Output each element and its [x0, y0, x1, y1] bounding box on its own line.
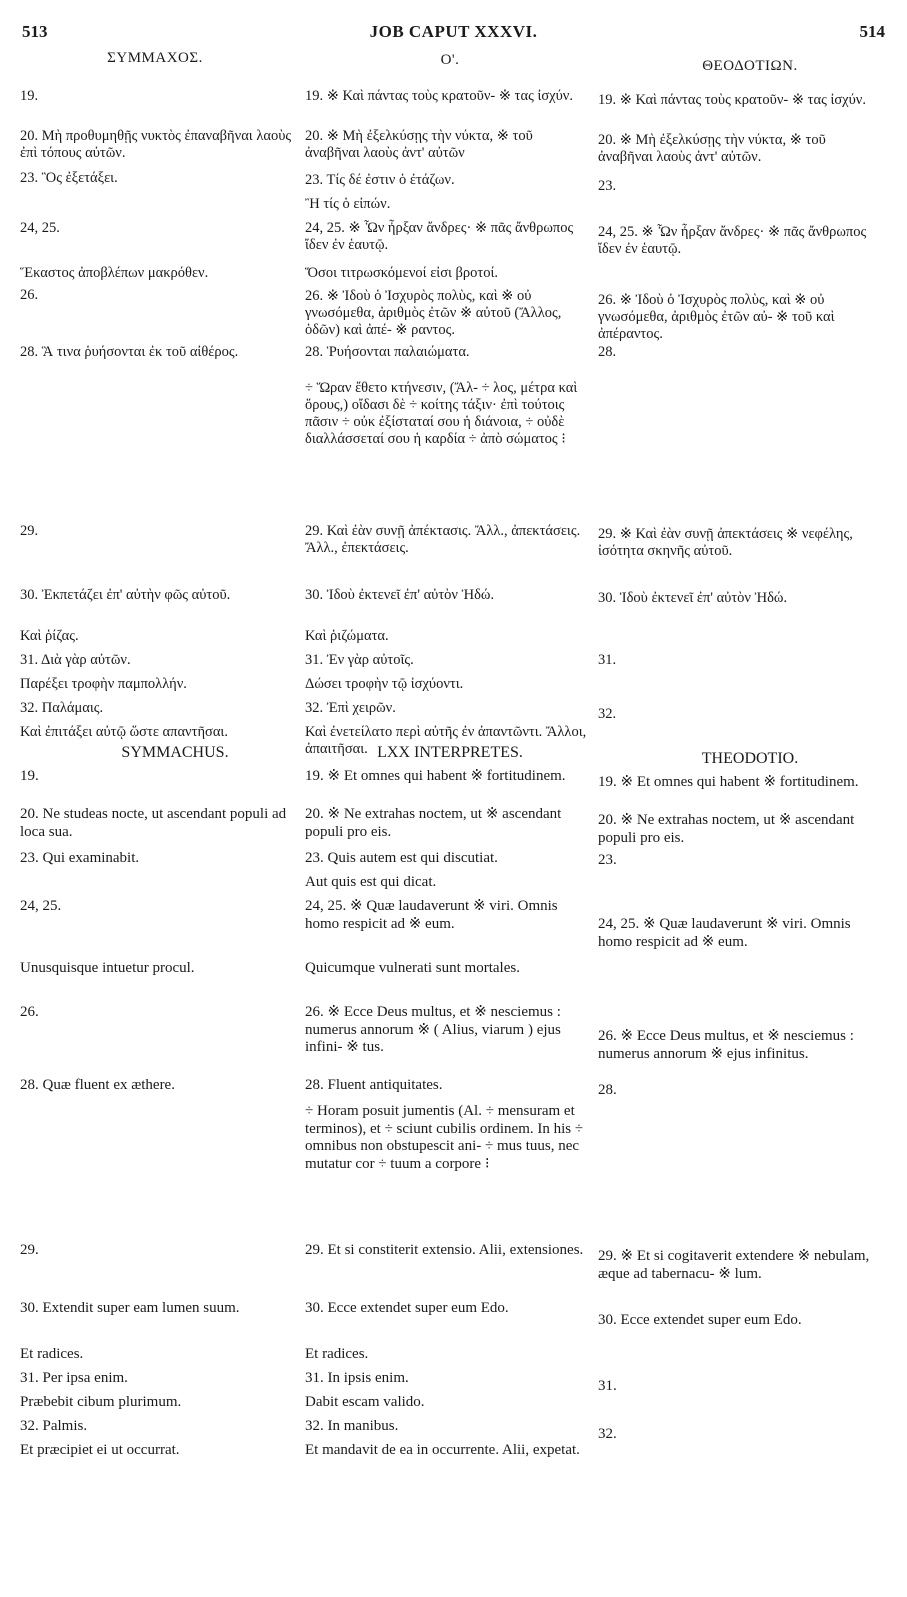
verse-entry: 23. Τίς δέ ἐστιν ὁ ἐτάζων. — [305, 172, 455, 188]
verse-entry: 30. Ἰδοὺ ἐκτενεῖ ἐπ' αὐτὸν Ἠδώ. — [598, 590, 788, 606]
verse-entry: 23. Quis autem est qui discutiat. — [305, 850, 498, 866]
page-number-left: 513 — [22, 22, 48, 41]
verse-entry: 32. — [598, 706, 617, 722]
verse-entry: 28. Ἃ τινα ῥυήσονται ἐκ τοῦ αἰθέρος. — [20, 344, 239, 360]
verse-entry: Παρέξει τροφὴν παμπολλήν. — [20, 676, 187, 692]
verse-entry: 31. — [598, 1378, 617, 1394]
verse-entry: 31. Ἐν γὰρ αὐτοῖς. — [305, 652, 414, 668]
verse-entry: Et radices. — [305, 1346, 369, 1362]
verse-entry: Ἢ τίς ὁ εἰπών. — [305, 196, 391, 212]
verse-entry: 23. Qui examinabit. — [20, 850, 140, 866]
page-title: JOB CAPUT XXXVI. — [369, 22, 538, 41]
verse-entry: 26. ※ Ecce Deus multus, et ※ nesciemus : numerus annorum ※ ( Alius, viarum ) ejus infini- ※ tus. — [305, 1004, 561, 1055]
verse-entry: Unusquisque intuetur procul. — [20, 960, 195, 976]
verse-entry: 19. ※ Et omnes qui habent ※ fortitudinem. — [305, 768, 566, 784]
verse-entry: 32. — [598, 1426, 617, 1442]
verse-entry: Δώσει τροφὴν τῷ ἰσχύοντι. — [305, 676, 464, 692]
verse-entry: 19. ※ Et omnes qui habent ※ fortitudinem. — [598, 774, 859, 790]
verse-entry: 26. — [20, 1004, 39, 1020]
obelized-passage: ÷ Horam posuit jumentis (Al. ÷ mensuram et terminos), et ÷ sciunt cubilis ordinem. In his ÷ omnibus non obstupescit ani- ÷ mus tuus, nec mutatur cor ÷ tuum a corpore ⁝ — [305, 1103, 584, 1172]
verse-entry: 24, 25. — [20, 898, 62, 914]
verse-entry: 23. Ὃς ἐξετάξει. — [20, 170, 118, 186]
verse-entry: 20. Ne studeas nocte, ut ascendant populi ad loca sua. — [20, 806, 287, 840]
verse-entry: 28. Fluent antiquitates. — [305, 1077, 443, 1093]
verse-entry: 19. — [20, 768, 39, 784]
verse-entry: 31. In ipsis enim. — [305, 1370, 409, 1386]
page-number-right: 514 — [859, 22, 885, 41]
verse-entry: Dabit escam valido. — [305, 1394, 425, 1410]
verse-entry: 29. Et si constiterit extensio. Alii, extensiones. — [305, 1242, 584, 1258]
verse-entry: Præbebit cibum plurimum. — [20, 1394, 182, 1410]
verse-entry: 32. Palmis. — [20, 1418, 88, 1434]
verse-entry: 20. ※ Ne extrahas noctem, ut ※ ascendant populi pro eis. — [598, 812, 855, 846]
verse-entry: 19. — [20, 88, 39, 104]
verse-entry: Καὶ ἐνετείλατο περὶ αὐτῆς ἐν ἀπαντῶντι. Ἄλλοι, ἀπαιτῆσαι. — [305, 724, 587, 757]
verse-entry: 29. Καὶ ἐὰν συνῇ ἀπέκτασις. Ἄλλ., ἀπεκτάσεις. Ἄλλ., ἐπεκτάσεις. — [305, 523, 581, 556]
verse-entry: 24, 25. ※ Ὧν ἦρξαν ἄνδρες· ※ πᾶς ἄνθρωπος ἴδεν ἐν ἑαυτῷ. — [598, 224, 867, 257]
verse-entry: 28. Ῥυήσονται παλαιώματα. — [305, 344, 470, 360]
heading-lxx-latin: LXX INTERPRETES. — [377, 744, 523, 761]
verse-entry: 26. ※ Ἰδοὺ ὁ Ἰσχυρὸς πολὺς, καὶ ※ οὐ γνωσόμεθα, ἀριθμὸς ἐτῶν ※ αὐτοῦ (Ἄλλος, ὁδῶν) καὶ ἀπέ- ※ ραντος. — [305, 288, 562, 338]
verse-entry: Καὶ ῥίζας. — [20, 628, 79, 644]
verse-entry: 28. Quæ fluent ex æthere. — [20, 1077, 175, 1093]
verse-entry: 32. Ἐπὶ χειρῶν. — [305, 700, 396, 716]
verse-entry: Quicumque vulnerati sunt mortales. — [305, 960, 520, 976]
verse-entry: 32. Παλάμαις. — [20, 700, 104, 716]
verse-entry: 29. — [20, 523, 39, 539]
verse-entry: 19. ※ Καὶ πάντας τοὺς κρατοῦν- ※ τας ἰσχύν. — [598, 92, 866, 108]
verse-entry: 20. ※ Μὴ ἐξελκύσῃς τὴν νύκτα, ※ τοῦ ἀναβῆναι λαοὺς ἀντ' αὐτῶν — [305, 128, 533, 161]
verse-entry: 24, 25. — [20, 220, 60, 236]
verse-entry: Ὅσοι τιτρωσκόμενοί εἰσι βροτοί. — [305, 265, 499, 281]
verse-entry: 23. — [598, 178, 617, 194]
verse-entry: 24, 25. ※ Quæ laudaverunt ※ viri. Omnis homo respicit ad ※ eum. — [305, 898, 558, 932]
verse-entry: 28. — [598, 344, 617, 360]
verse-entry: 30. Ἐκπετάζει ἐπ' αὐτὴν φῶς αὐτοῦ. — [20, 587, 231, 603]
verse-entry: 29. ※ Et si cogitaverit extendere ※ nebulam, æque ad tabernacu- ※ lum. — [598, 1248, 870, 1282]
verse-entry: 31. Διὰ γὰρ αὐτῶν. — [20, 652, 131, 668]
verse-entry: 29. ※ Καὶ ἐὰν συνῇ ἀπεκτάσεις ※ νεφέλης, ἰσότητα σκηνῆς αὐτοῦ. — [598, 526, 853, 559]
verse-entry: Et præcipiet ei ut occurrat. — [20, 1442, 180, 1458]
verse-entry: Et mandavit de ea in occurrente. Alii, expetat. — [305, 1442, 580, 1458]
verse-entry: 31. — [598, 652, 617, 668]
verse-entry: 24, 25. ※ Ὧν ἦρξαν ἄνδρες· ※ πᾶς ἄνθρωπος ἴδεν ἐν ἑαυτῷ. — [305, 220, 574, 253]
verse-entry: Καὶ ῥιζώματα. — [305, 628, 389, 644]
verse-entry: 20. ※ Ne extrahas noctem, ut ※ ascendant populi pro eis. — [305, 806, 562, 840]
heading-symmachus-greek: ΣΥΜΜΑΧΟΣ. — [107, 50, 203, 66]
verse-entry: 30. Ecce extendet super eum Edo. — [598, 1312, 802, 1328]
verse-entry: 24, 25. ※ Quæ laudaverunt ※ viri. Omnis homo respicit ad ※ eum. — [598, 916, 851, 950]
verse-entry: 26. ※ Ecce Deus multus, et ※ nesciemus : numerus annorum ※ ejus infinitus. — [598, 1028, 854, 1062]
verse-entry: 19. ※ Καὶ πάντας τοὺς κρατοῦν- ※ τας ἰσχύν. — [305, 88, 573, 104]
heading-theodotion-latin: THEODOTIO. — [701, 750, 799, 767]
verse-entry: 30. Ἰδοὺ ἐκτενεῖ ἐπ' αὐτὸν Ἠδώ. — [305, 587, 495, 603]
verse-entry: 26. — [20, 287, 39, 303]
heading-lxx-greek: O'. — [440, 52, 460, 68]
verse-entry: 20. Μὴ προθυμηθῇς νυκτὸς ἐπαναβῆναι λαοὺς ἐπὶ τόπους αὐτῶν. — [20, 128, 292, 161]
verse-entry: 28. — [598, 1082, 617, 1098]
obelized-passage: ÷ Ὥραν ἔθετο κτήνεσιν, (Ἄλ- ÷ λος, μέτρα καὶ ὅρους,) οἴδασι δὲ ÷ κοίτης τάξιν· ἐπὶ τούτοις πᾶσιν ÷ οὐκ ἐξίσταταί σου ἡ διάνοια, ÷ οὐδὲ διαλλάσσεταί σου ἡ καρδία ÷ ἀπὸ σώματος ⁝ — [305, 380, 578, 447]
verse-entry: 20. ※ Μὴ ἐξελκύσῃς τὴν νύκτα, ※ τοῦ ἀναβῆναι λαοὺς ἀντ' αὐτῶν. — [598, 132, 826, 165]
verse-entry: 31. Per ipsa enim. — [20, 1370, 128, 1386]
verse-entry: 30. Ecce extendet super eum Edo. — [305, 1300, 509, 1316]
verse-entry: Ἕκαστος ἀποβλέπων μακρόθεν. — [20, 265, 209, 281]
verse-entry: Et radices. — [20, 1346, 84, 1362]
verse-entry: 32. In manibus. — [305, 1418, 399, 1434]
verse-entry: 30. Extendit super eam lumen suum. — [20, 1300, 240, 1316]
verse-entry: 26. ※ Ἰδοὺ ὁ Ἰσχυρὸς πολὺς, καὶ ※ οὐ γνωσόμεθα, ἀριθμὸς ἐτῶν αὐ- ※ τοῦ καὶ ἀπέραντος. — [598, 292, 835, 342]
verse-entry: Καὶ ἐπιτάξει αὐτῷ ὥστε απαντῆσαι. — [20, 724, 228, 740]
heading-theodotion-greek: ΘΕΟΔΟΤΙΩΝ. — [702, 58, 798, 74]
heading-symmachus-latin: SYMMACHUS. — [121, 744, 229, 761]
verse-entry: Aut quis est qui dicat. — [305, 874, 437, 890]
verse-entry: 29. — [20, 1242, 39, 1258]
verse-entry: 23. — [598, 852, 617, 868]
